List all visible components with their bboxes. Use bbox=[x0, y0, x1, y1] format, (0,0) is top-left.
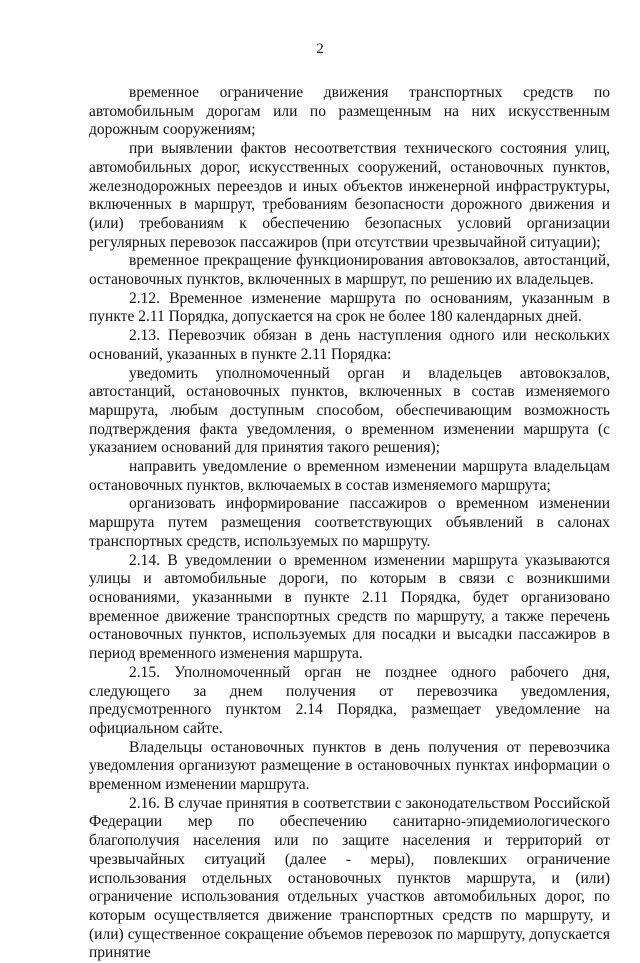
paragraph-send-notice: направить уведомление о временном изменении маршрута владельцам остановочных пунктов, включаемых в состав изменяемого маршрута; bbox=[89, 458, 610, 494]
paragraph-technical-mismatch: при выявлении фактов несоответствия технического состояния улиц, автомобильных дорог, искусственных сооружений, остановочных пунктов, железнодорожных переездов и иных объектов инженерной инфраструктуры, включенных в маршрут, требованиям безопасности дорожного движения и (или) требованиям к обеспечению безопасных условий организации регулярных перевозок пассажиров (при отсутствии чрезвычайной ситуации); bbox=[89, 140, 610, 251]
paragraph-2-13: 2.13. Перевозчик обязан в день наступления одного или нескольких оснований, указанных в пункте 2.11 Порядка: bbox=[89, 327, 610, 363]
paragraph-2-16: 2.16. В случае принятия в соответствии с законодательством Российской Федерации мер по обеспечению санитарно-эпидемиологического благополучия населения или по защите населения и территорий от чрезвычайных ситуаций (далее - меры), повлекших ограничение использования отдельных остановочных пунктов маршрута, и (или) ограничение использования отдельных участков автомобильных дорог, по которым осуществляется движение транспортных средств по маршруту, и (или) существенное сокращение объемов перевозок по маршруту, допускается принятие bbox=[89, 794, 610, 962]
page-number: 2 bbox=[316, 41, 324, 57]
document-body bbox=[89, 84, 610, 963]
paragraph-2-12: 2.12. Временное изменение маршрута по основаниям, указанным в пункте 2.11 Порядка, допускается на срок не более 180 календарных дней. bbox=[89, 289, 610, 326]
paragraph-inform-passengers: организовать информирование пассажиров о временном изменении маршрута путем размещения соответствующих объявлений в салонах транспортных средств, используемых по маршруту. bbox=[89, 495, 610, 550]
paragraph-temporary-restriction: временное ограничение движения транспортных средств по автомобильным дорогам или по размещенным на них искусственным дорожным сооружениям; bbox=[89, 84, 610, 139]
paragraph-2-15: 2.15. Уполномоченный орган не позднее одного рабочего дня, следующего за днем получения от перевозчика уведомления, предусмотренного пунктом 2.14 Порядка, размещает уведомление на официальном сайте. bbox=[89, 663, 610, 737]
paragraph-2-14: 2.14. В уведомлении о временном изменении маршрута указываются улицы и автомобильные дороги, по которым в связи с возникшими основаниями, указанными в пункте 2.11 Порядка, будет организовано временное движение транспортных средств по маршруту, а также перечень остановочных пунктов, используемых для посадки и высадки пассажиров в период временного изменения маршрута. bbox=[89, 551, 610, 663]
paragraph-temporary-termination: временное прекращение функционирования автовокзалов, автостанций, остановочных пунктов, включенных в маршрут, по решению их владельцев. bbox=[89, 252, 610, 289]
paragraph-stop-owners: Владельцы остановочных пунктов в день получения от перевозчика уведомления организуют размещение в остановочных пунктах информации о временном изменении маршрута. bbox=[89, 738, 610, 794]
paragraph-notify-authority: уведомить уполномоченный орган и владельцев автовокзалов, автостанций, остановочных пунктов, включенных в состав изменяемого маршрута, любым доступным способом, обеспечивающим возможность подтверждения факта уведомления, о временном изменении маршрута (с указанием оснований для принятия такого решения); bbox=[89, 364, 610, 457]
